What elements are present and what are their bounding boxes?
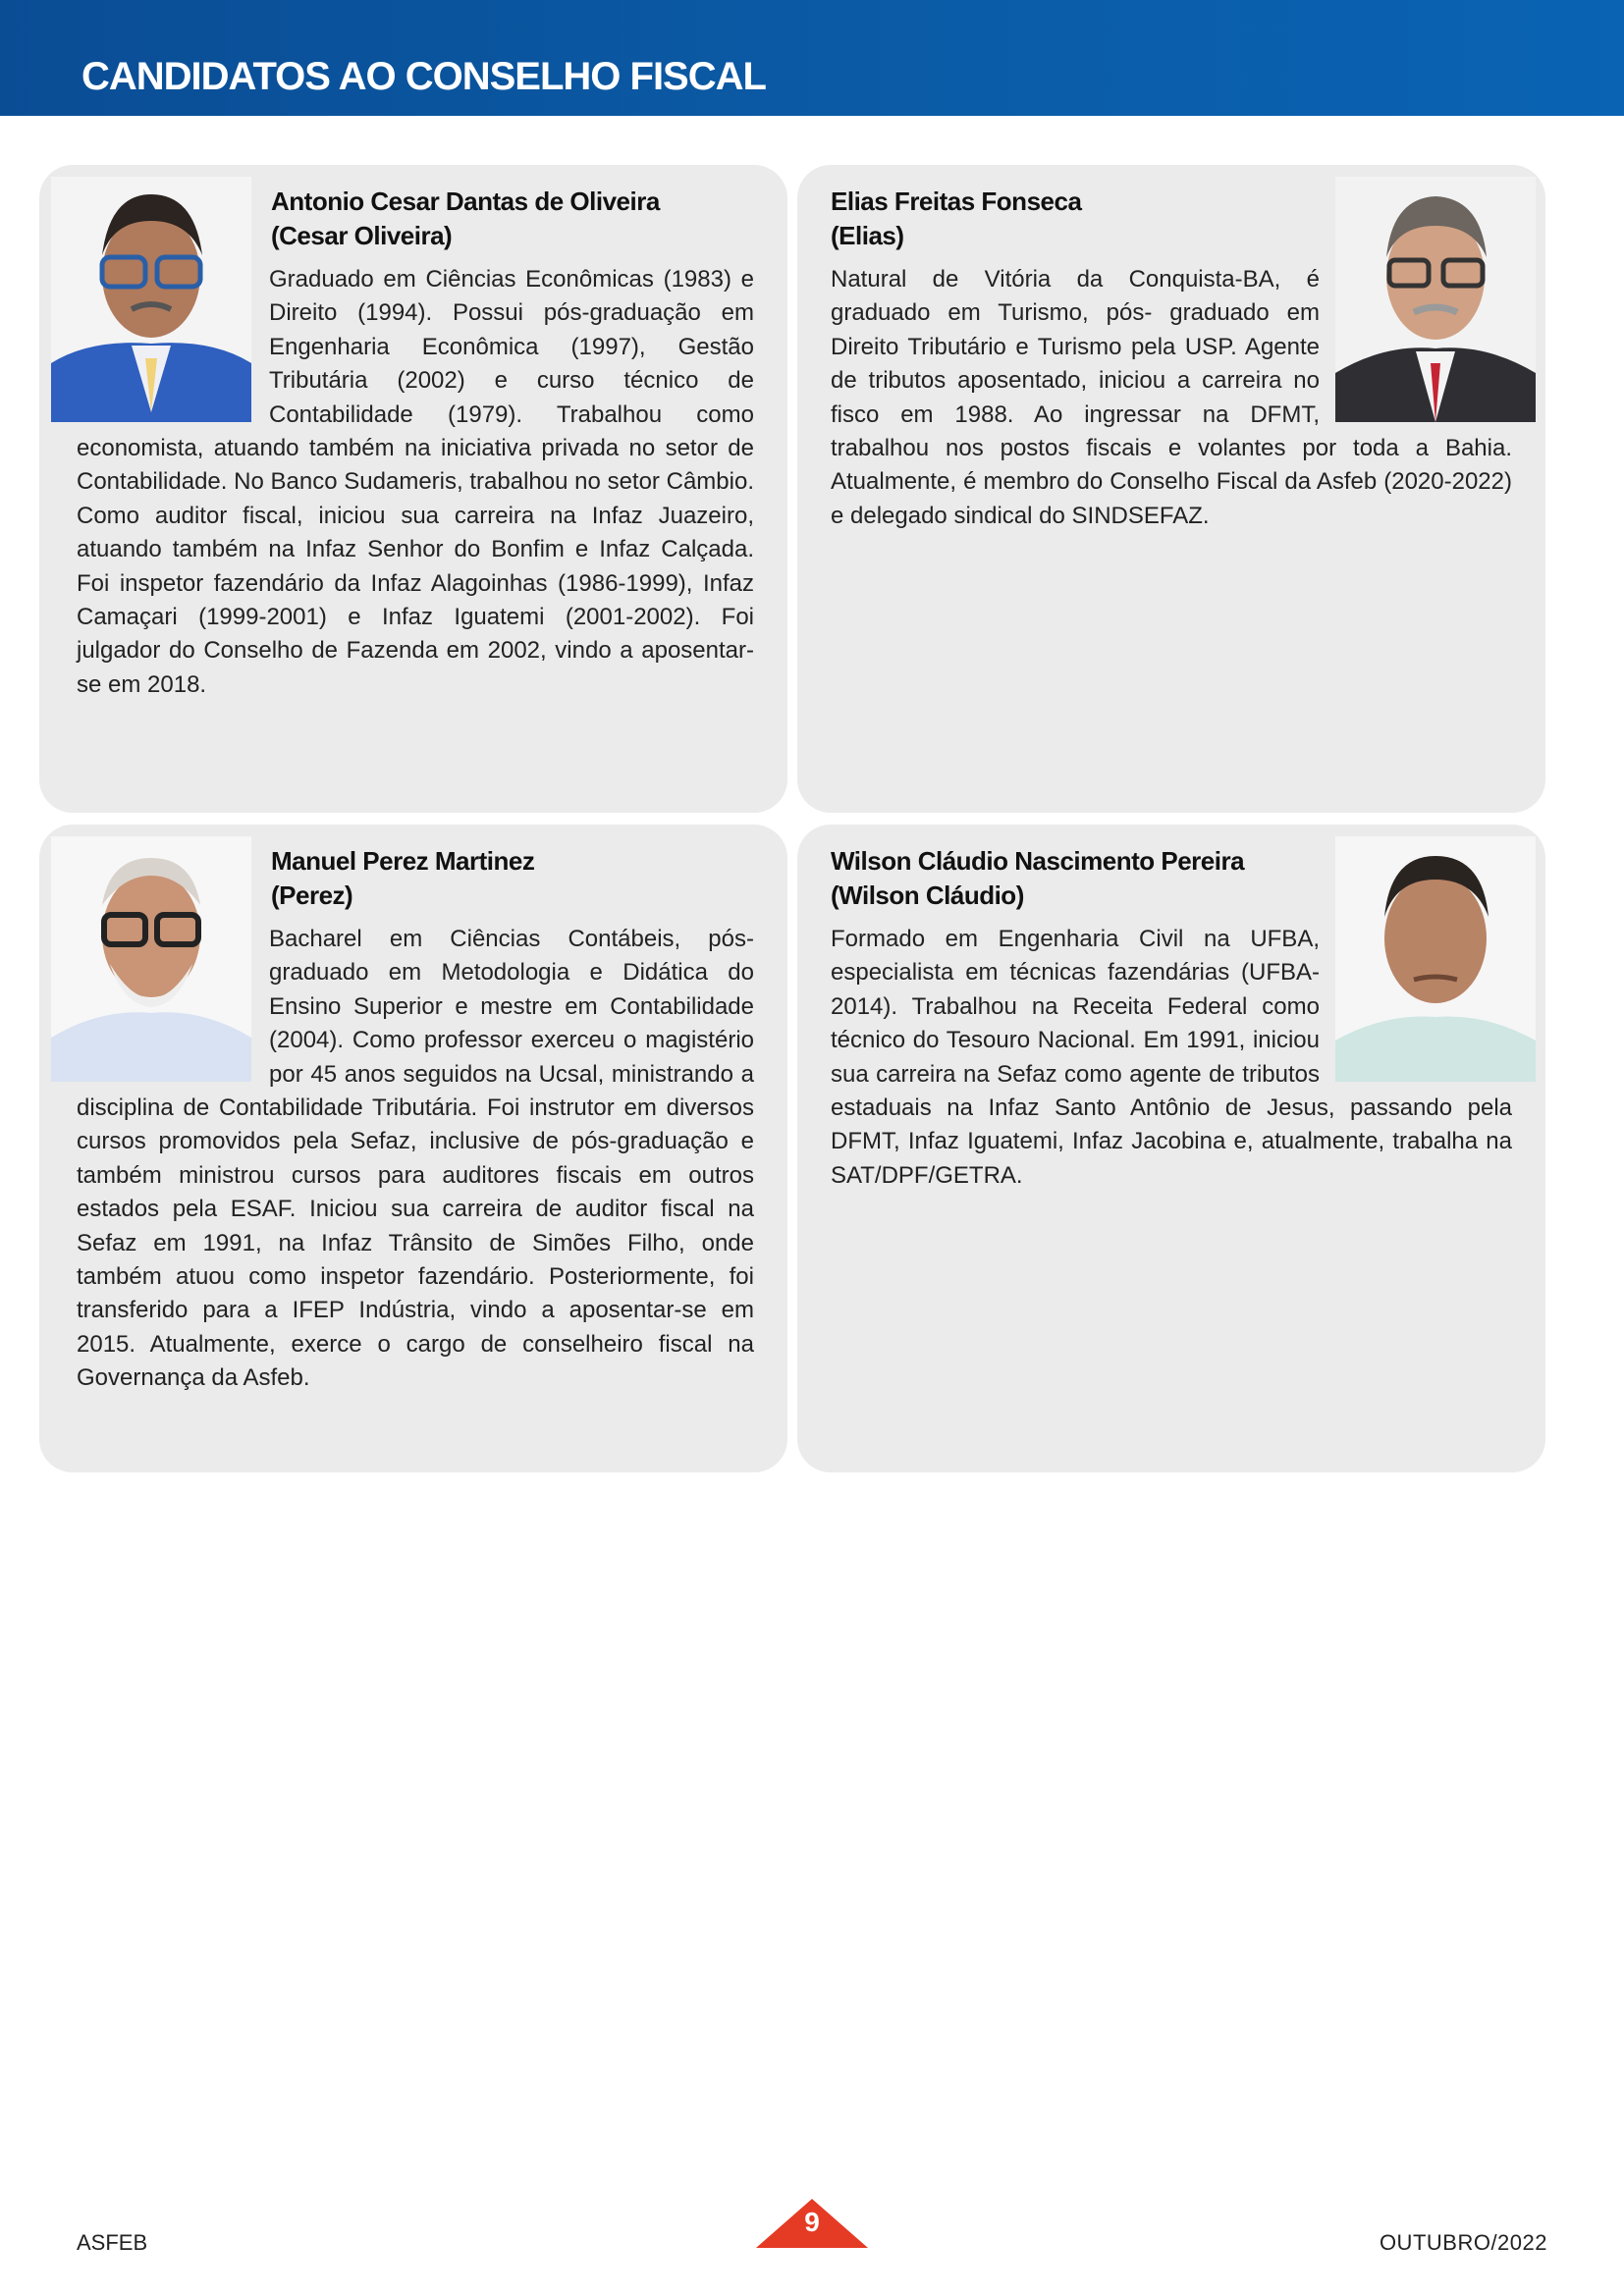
photo-wrap-spacer	[77, 923, 269, 1090]
candidate-nickname-2: (Elias)	[831, 221, 904, 250]
footer-publisher: ASFEB	[77, 2230, 148, 2255]
candidate-card-3	[39, 825, 787, 1472]
candidate-nickname-3: (Perez)	[271, 881, 353, 910]
candidate-card-2	[797, 165, 1545, 813]
candidate-name-2: Elias Freitas Fonseca	[831, 187, 1082, 216]
photo-wrap-spacer	[1320, 923, 1512, 1090]
bio-text: Formado em Engenharia Civil na UFBA, especialista em técnicas fazendárias (UFBA-2014). Trabalhou na Receita Federal como técnico do Tesouro Nacional. Em 1991, iniciou sua carreira na Sefaz como agente de tributos estaduais na Infaz Santo Antônio de Jesus, passando pela DFMT, Infaz Iguatemi, Infaz Jacobina e, atualmente, trabalha na SAT/DPF/GETRA.	[831, 926, 1512, 1189]
candidate-bio-2	[831, 263, 1512, 533]
candidate-nickname-1: (Cesar Oliveira)	[271, 221, 453, 250]
footer-date: OUTUBRO/2022	[1379, 2230, 1547, 2255]
page-title: CANDIDATOS AO CONSELHO FISCAL	[81, 55, 766, 98]
page-number: 9	[804, 2207, 820, 2237]
bio-text: Graduado em Ciências Econômicas (1983) e Direito (1994). Possui pós-graduação em Engenharia Econômica (1997), Gestão Tributária (2002) e curso técnico de Contabilidade (1979). Trabalhou como economista, atuando também na iniciativa privada no setor de Contabilidade. No Banco Sudameris, trabalhou no setor Câmbio. Como auditor fiscal, iniciou sua carreira na Infaz Juazeiro, atuando também na Infaz Senhor do Bonfim e Infaz Calçada. Foi inspetor fazendário da Infaz Alagoinhas (1986-1999), Infaz Camaçari (1999-2001) e Infaz Iguatemi (2001-2002). Foi julgador do Conselho de Fazenda em 2002, vindo a aposentar-se em 2018.	[77, 266, 754, 698]
candidate-nickname-4: (Wilson Cláudio)	[831, 881, 1024, 910]
candidate-bio-4	[831, 923, 1512, 1193]
candidate-bio-1	[77, 263, 754, 702]
candidate-card-4	[797, 825, 1545, 1472]
photo-wrap-spacer	[1320, 263, 1512, 430]
candidate-card-1	[39, 165, 787, 813]
page-header	[0, 0, 1624, 116]
candidate-name-4: Wilson Cláudio Nascimento Pereira	[831, 846, 1245, 876]
candidate-bio-3	[77, 923, 754, 1396]
candidate-name-1: Antonio Cesar Dantas de Oliveira	[271, 187, 660, 216]
photo-wrap-spacer	[77, 263, 269, 430]
candidate-name-3: Manuel Perez Martinez	[271, 846, 535, 876]
bio-text: Bacharel em Ciências Contábeis, pós-graduado em Metodologia e Didática do Ensino Superior e mestre em Contabilidade (2004). Como professor exerceu o magistério por 45 anos seguidos na Ucsal, ministrando a disciplina de Contabilidade Tributária. Foi instrutor em diversos cursos promovidos pela Sefaz, inclusive de pós-graduação e também ministrou cursos para auditores fiscais em outros estados pela ESAF. Iniciou sua carreira de auditor fiscal na Sefaz em 1991, na Infaz Trânsito de Simões Filho, onde também atuou como inspetor fazendário. Posteriormente, foi transferido para a IFEP Indústria, vindo a aposentar-se em 2015. Atualmente, exerce o cargo de conselheiro fiscal na Governança da Asfeb.	[77, 926, 754, 1392]
bio-text: Natural de Vitória da Conquista-BA, é graduado em Turismo, pós- graduado em Direito Tributário e Turismo pela USP. Agente de tributos aposentado, iniciou a carreira no fisco em 1988. Ao ingressar na DFMT, trabalhou nos postos fiscais e volantes por toda a Bahia. Atualmente, é membro do Conselho Fiscal da Asfeb (2020-2022) e delegado sindical do SINDSEFAZ.	[831, 266, 1512, 529]
